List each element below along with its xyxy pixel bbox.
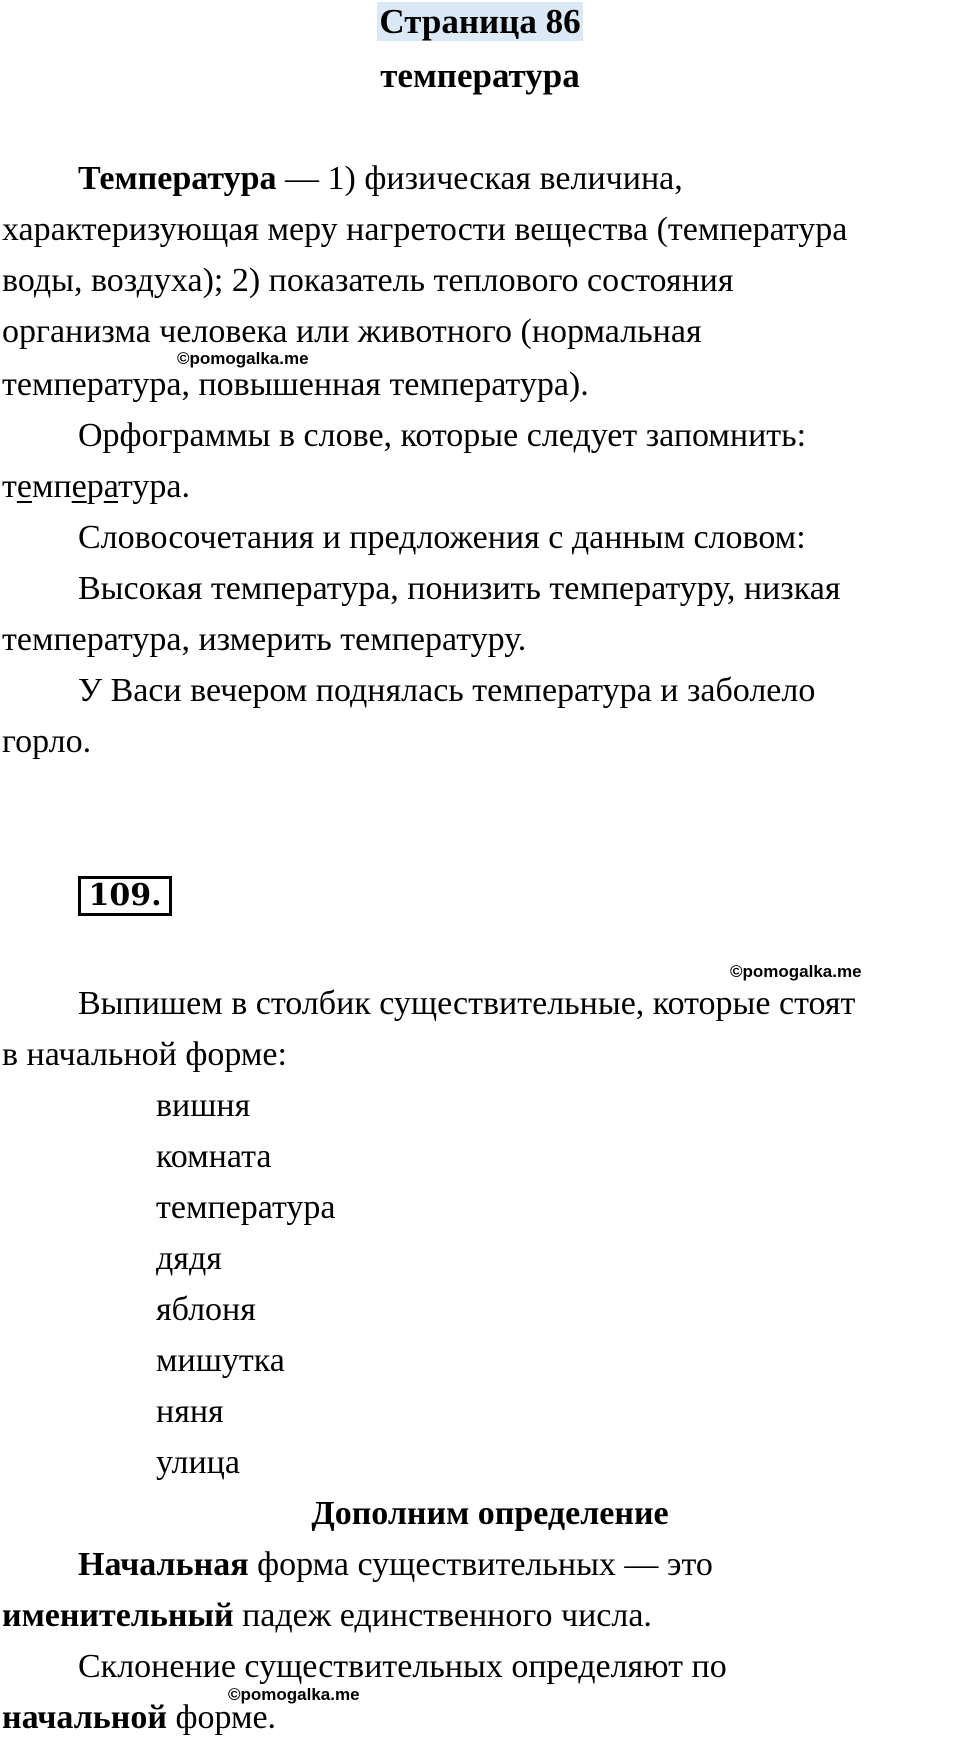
- collocations-line-2: температура, измерить температуру.: [2, 621, 527, 658]
- exercise-intro-line-2: в начальной форме:: [2, 1036, 287, 1073]
- list-item: комната: [156, 1138, 272, 1175]
- word-part: р: [86, 468, 104, 505]
- word-title: температура: [380, 56, 580, 95]
- definition-term: Температура: [78, 160, 277, 197]
- section-heading: Дополним определение: [311, 1495, 669, 1532]
- definition-line-1: [78, 162, 683, 196]
- word-part: мп: [31, 468, 72, 505]
- definition-text: — 1) физическая величина,: [276, 160, 683, 197]
- sentence-line-1: У Васи вечером поднялась температура и заболело: [78, 672, 816, 709]
- orthograms-intro: Орфограммы в слове, которые следует запомнить:: [78, 417, 807, 454]
- orthogram-word: [2, 470, 190, 504]
- definition-sentence-1: [78, 1548, 713, 1582]
- list-item: улица: [156, 1444, 240, 1481]
- sentence-text: форме.: [166, 1699, 277, 1736]
- collocations-line-1: Высокая температура, понизить температуру, низкая: [78, 570, 841, 607]
- definition-line-5: температура, повышенная температура).: [2, 366, 589, 403]
- bold-term: начальной: [2, 1699, 167, 1736]
- sentence-text: форма существительных — это: [248, 1546, 713, 1583]
- watermark: ©pomogalka.me: [228, 1685, 360, 1704]
- definition-sentence-4: [2, 1701, 276, 1735]
- definition-line-4: организма человека или животного (нормальная: [2, 313, 702, 350]
- bold-term: Начальная: [78, 1546, 249, 1583]
- page-title-text: Страница 86: [379, 2, 581, 41]
- underlined-letter: е: [71, 468, 87, 505]
- exercise-intro-line-1: Выпишем в столбик существительные, которые стоят: [78, 985, 856, 1022]
- underlined-letter: е: [16, 468, 32, 505]
- underlined-letter: а: [103, 468, 118, 505]
- collocations-intro: Словосочетания и предложения с данным словом:: [78, 519, 806, 556]
- watermark: ©pomogalka.me: [177, 349, 309, 368]
- watermark: ©pomogalka.me: [730, 962, 862, 981]
- definition-line-2: характеризующая меру нагретости вещества (температура: [2, 211, 848, 248]
- sentence-line-2: горло.: [2, 723, 92, 760]
- definition-sentence-2: [2, 1599, 652, 1633]
- sentence-text: падеж единственного числа.: [233, 1597, 652, 1634]
- list-item: дядя: [156, 1240, 222, 1277]
- bold-term: именительный: [2, 1597, 234, 1634]
- word-part: тура.: [117, 468, 190, 505]
- list-item: вишня: [156, 1087, 251, 1124]
- exercise-number-badge: 109.: [78, 876, 172, 916]
- page-title: [0, 2, 960, 42]
- word-part: т: [2, 468, 17, 505]
- list-item: няня: [156, 1393, 224, 1430]
- definition-sentence-3: Склонение существительных определяют по: [78, 1648, 727, 1685]
- definition-line-3: воды, воздуха); 2) показатель теплового состояния: [2, 262, 734, 299]
- list-item: яблоня: [156, 1291, 256, 1328]
- list-item: мишутка: [156, 1342, 285, 1379]
- list-item: температура: [156, 1189, 336, 1226]
